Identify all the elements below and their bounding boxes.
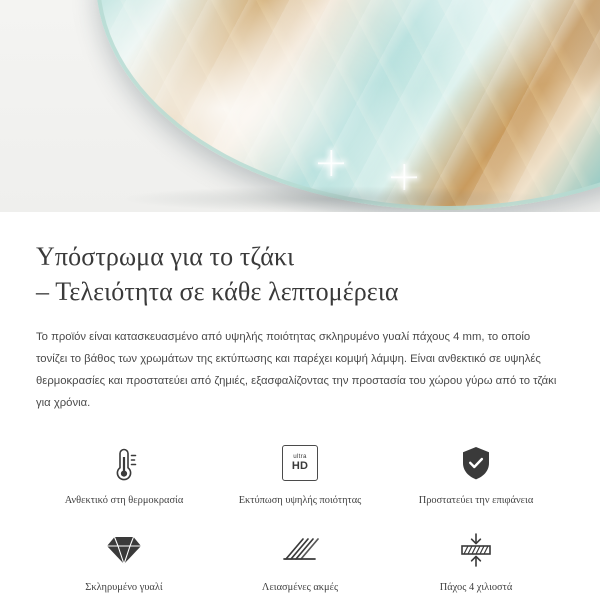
board-shadow bbox=[120, 186, 550, 212]
page-title-line-1: Υπόστρωμα για το τζάκι bbox=[36, 242, 295, 271]
shield-check-icon bbox=[458, 440, 494, 486]
feature-item-thickness bbox=[388, 523, 564, 600]
ultra-hd-badge-top: ultra bbox=[293, 452, 307, 460]
description-paragraph: Το προϊόν είναι κατασκευασμένο από υψηλής ποιότητας σκληρυμένο γυαλί πάχους 4 mm, το οποίο τονίζει το βάθος των χρωμάτων της εκτύπωσης και παρέχει κομψή λάμψη. Είναι ανθεκτικό σε υψηλές θερμοκρασίες και προστατεύει από ζημιές, εξασφαλίζοντας την προστασία του χώρου γύρω από το τζάκι για χρόνια. bbox=[36, 330, 557, 409]
thickness-icon bbox=[456, 527, 496, 573]
feature-item-temperature-resistant bbox=[36, 436, 212, 513]
feature-item-surface-protection bbox=[388, 436, 564, 513]
feature-label: Ανθεκτικό στη θερμοκρασία bbox=[64, 494, 184, 506]
feature-label: Πάχος 4 χιλιοστά bbox=[439, 581, 513, 593]
feature-label: Λειασμένες ακμές bbox=[261, 581, 339, 593]
thermometer-icon bbox=[106, 440, 142, 486]
feature-item-tempered-glass bbox=[36, 523, 212, 600]
ultra-hd-badge-bottom: HD bbox=[291, 459, 309, 472]
feature-grid bbox=[36, 436, 564, 600]
feature-label: Εκτύπωση υψηλής ποιότητας bbox=[238, 494, 362, 506]
marble-board-graphic bbox=[96, 0, 600, 210]
ultra-hd-icon bbox=[282, 440, 318, 486]
diamond-icon bbox=[104, 527, 144, 573]
page-title bbox=[36, 240, 564, 310]
hero-image bbox=[0, 0, 600, 212]
page-title-line-2: – Τελειότητα σε κάθε λεπτομέρεια bbox=[36, 276, 399, 306]
polished-edges-icon bbox=[281, 527, 319, 573]
feature-label: Σκληρυμένο γυαλί bbox=[85, 581, 163, 593]
content-area bbox=[0, 212, 600, 600]
feature-label: Προστατεύει την επιφάνεια bbox=[418, 494, 534, 506]
feature-item-polished-edges bbox=[212, 523, 388, 600]
feature-item-print-quality bbox=[212, 436, 388, 513]
